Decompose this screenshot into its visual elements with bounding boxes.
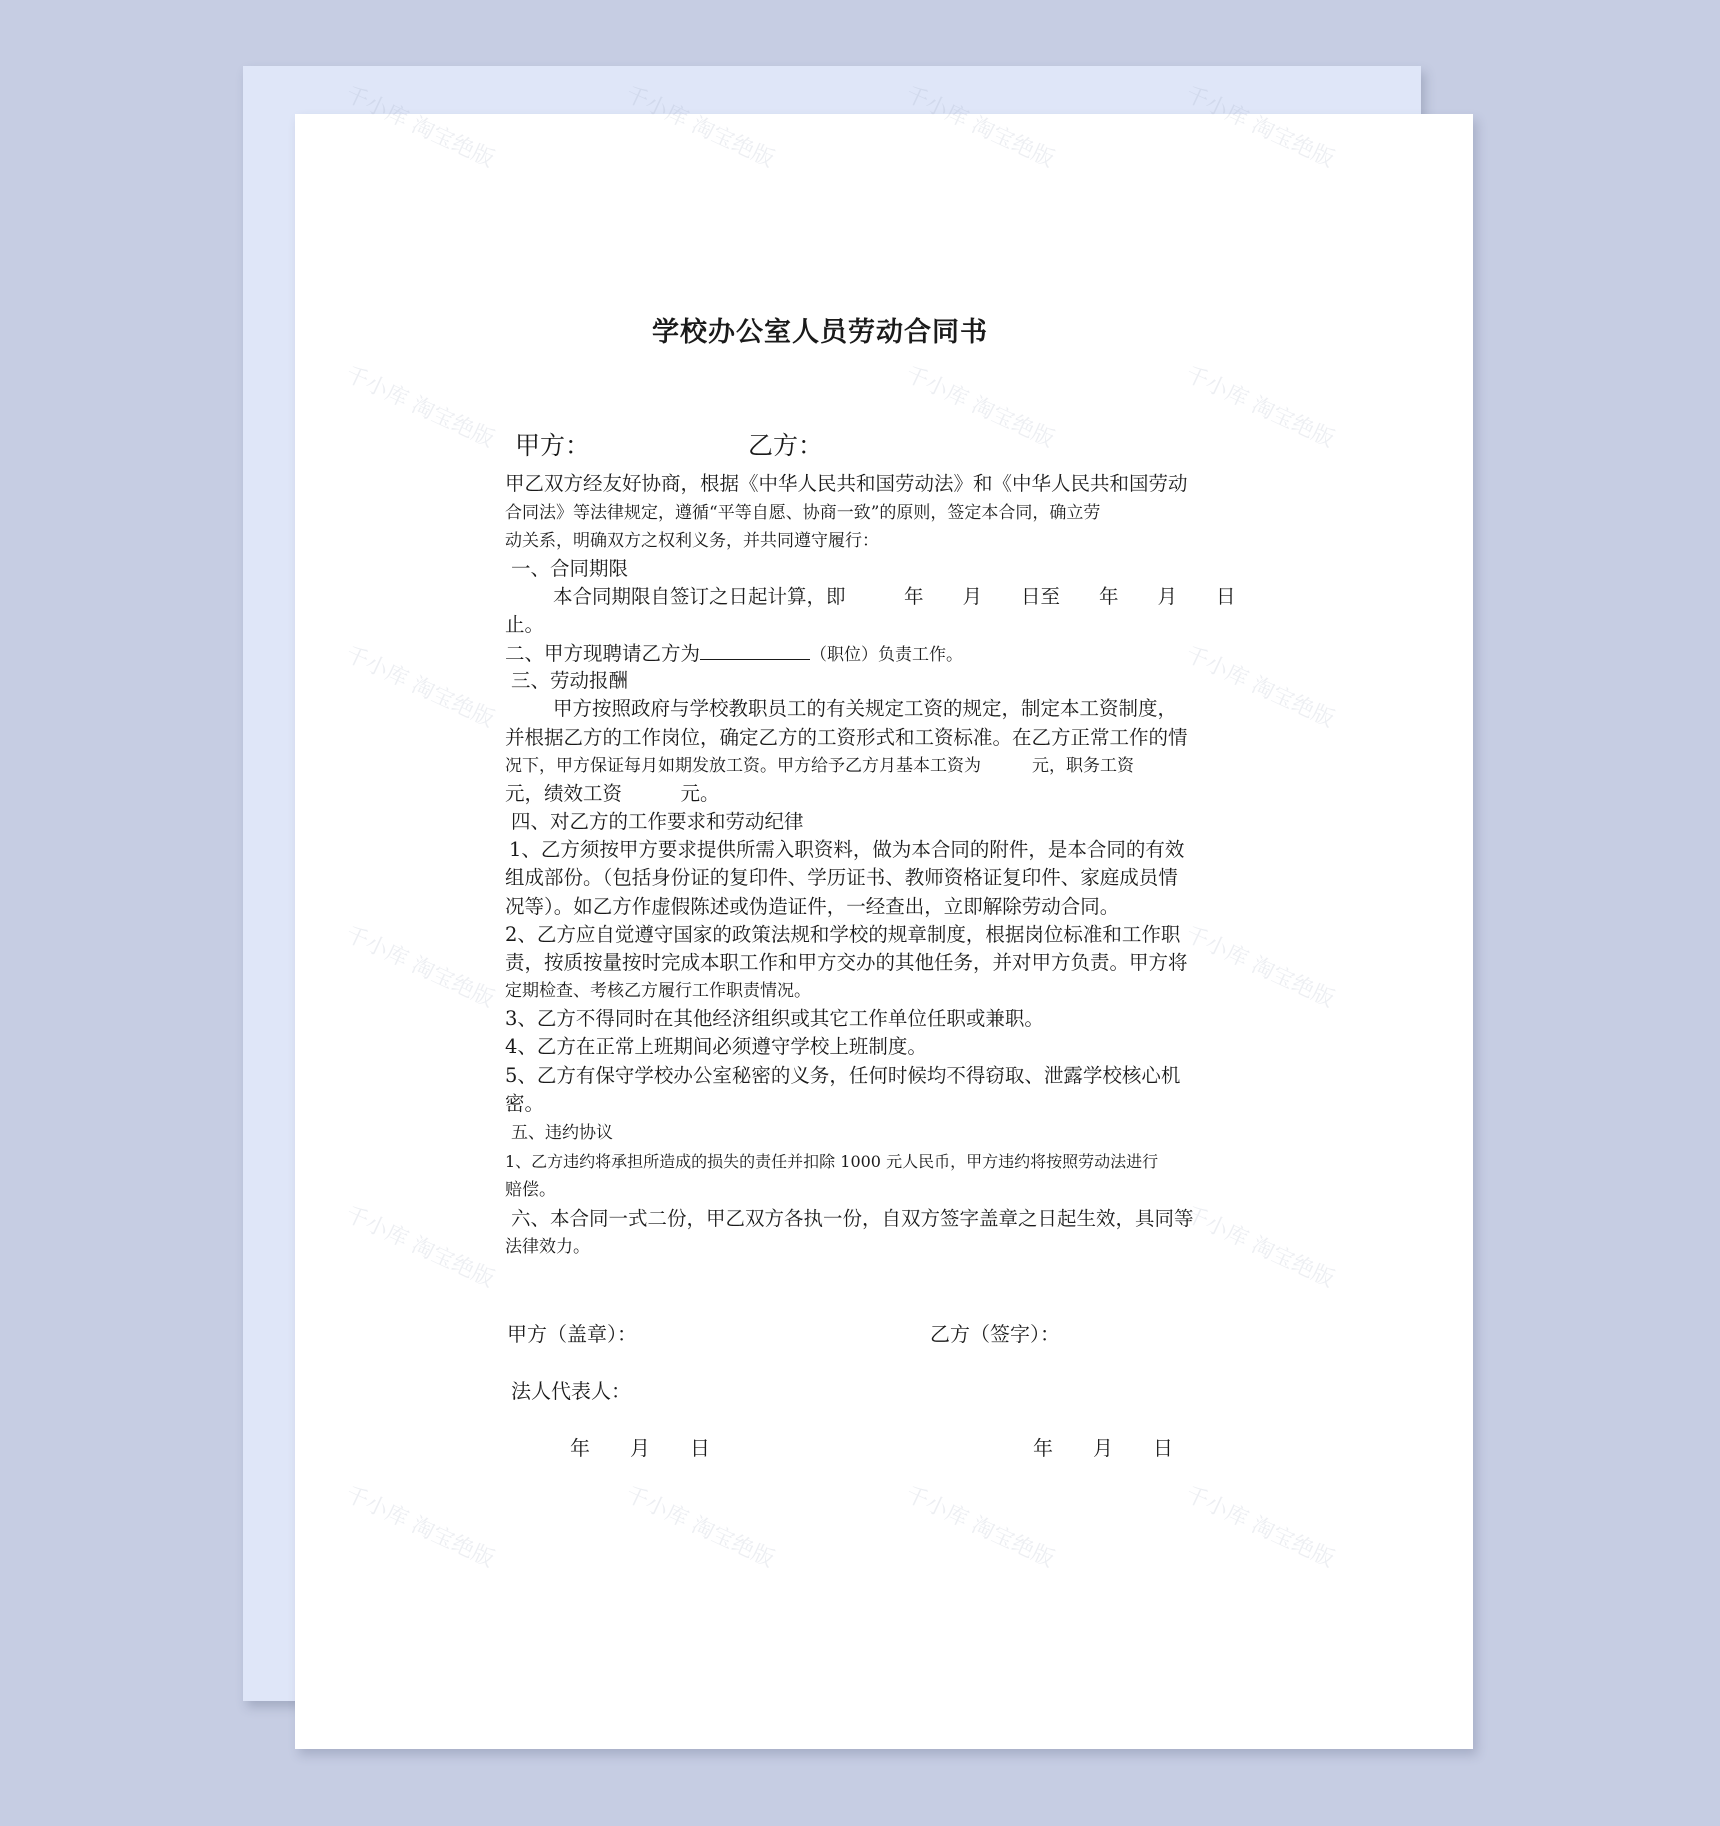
body-line: 本合同期限自签订之日起计算，即 年 月 日至 年 月 日 (553, 585, 1236, 608)
body-line: 2、乙方应自觉遵守国家的政策法规和学校的规章制度，根据岗位标准和工作职 (505, 923, 1181, 946)
body-line: 法律效力。 (505, 1237, 590, 1257)
body-line: 元，绩效工资 元。 (505, 782, 720, 805)
body-line: 定期检查、考核乙方履行工作职责情况。 (505, 981, 811, 1001)
date-b: 年 月 日 (1033, 1436, 1173, 1460)
body-line: 甲乙双方经友好协商，根据《中华人民共和国劳动法》和《中华人民共和国劳动 (505, 472, 1188, 495)
position-blank (700, 639, 810, 660)
body-text: （职位）负责工作。 (810, 645, 964, 665)
section-heading: 五、违约协议 (511, 1123, 613, 1143)
body-line: 况下，甲方保证每月如期发放工资。甲方给予乙方月基本工资为 元，职务工资 (505, 756, 1134, 776)
body-line: 六、本合同一式二份，甲乙双方各执一份，自双方签字盖章之日起生效，具同等 (511, 1207, 1194, 1230)
document-title: 学校办公室人员劳动合同书 (652, 317, 988, 348)
legal-rep-label: 法人代表人： (511, 1379, 631, 1403)
body-line: 1、乙方须按甲方要求提供所需入职资料，做为本合同的附件，是本合同的有效 (509, 838, 1185, 861)
body-line: 责，按质按量按时完成本职工作和甲方交办的其他任务，并对甲方负责。甲方将 (505, 951, 1188, 974)
body-line: 5、乙方有保守学校办公室秘密的义务，任何时候均不得窃取、泄露学校核心机 (505, 1064, 1181, 1087)
party-b-sign-label: 乙方（签字）： (930, 1322, 1060, 1346)
section-heading: 一、合同期限 (511, 557, 629, 580)
body-line: 赔偿。 (505, 1180, 556, 1200)
body-line: 动关系，明确双方之权利义务，并共同遵守履行： (505, 531, 879, 551)
party-a-label: 甲方： (515, 431, 591, 460)
party-a-seal-label: 甲方（盖章）： (507, 1322, 637, 1346)
body-line: 1、乙方违约将承担所造成的损失的责任并扣除 1000 元人民币，甲方违约将按照劳动法进行 (505, 1152, 1159, 1171)
section-heading: 四、对乙方的工作要求和劳动纪律 (511, 810, 804, 833)
body-line: 组成部份。（包括身份证的复印件、学历证书、教师资格证复印件、家庭成员情 (505, 866, 1178, 889)
section-heading: 三、劳动报酬 (511, 669, 629, 692)
body-line: 甲方按照政府与学校教职员工的有关规定工资的规定，制定本工资制度， (553, 697, 1178, 720)
party-b-label: 乙方： (748, 431, 824, 460)
position-line (505, 639, 1260, 669)
body-line: 况等）。如乙方作虚假陈述或伪造证件，一经查出，立即解除劳动合同。 (505, 895, 1120, 918)
date-a: 年 月 日 (570, 1436, 710, 1460)
body-line: 4、乙方在正常上班期间必须遵守学校上班制度。 (505, 1035, 927, 1058)
body-line: 密。 (505, 1092, 545, 1115)
body-line: 止。 (505, 613, 545, 636)
body-line: 3、乙方不得同时在其他经济组织或其它工作单位任职或兼职。 (505, 1007, 1044, 1030)
body-text: 二、甲方现聘请乙方为 (505, 642, 701, 665)
body-line: 合同法》等法律规定，遵循“平等自愿、协商一致”的原则，签定本合同，确立劳 (505, 503, 1101, 523)
body-line: 并根据乙方的工作岗位，确定乙方的工资形式和工资标准。在乙方正常工作的情 (505, 726, 1188, 749)
